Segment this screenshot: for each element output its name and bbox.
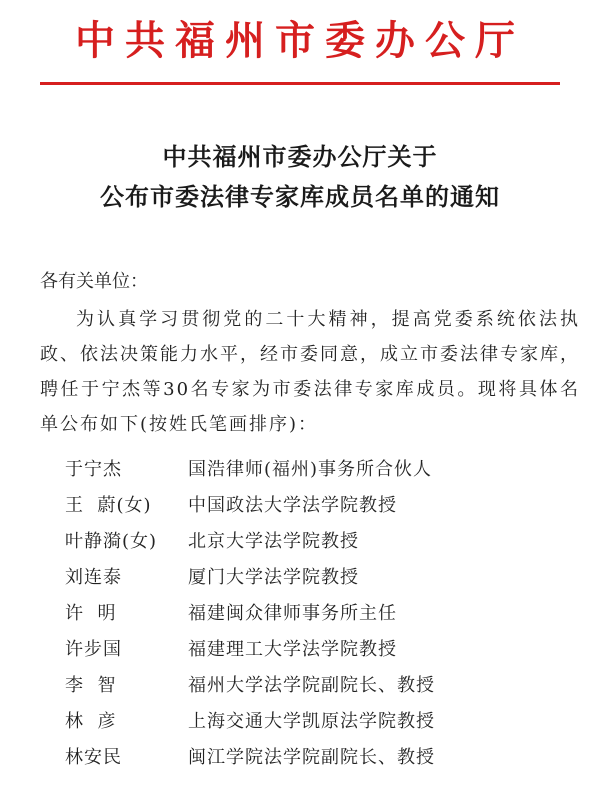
member-row <box>65 486 585 522</box>
member-title: 中国政法大学法学院教授 <box>188 495 397 516</box>
body-paragraph: 为认真学习贯彻党的二十大精神，提高党委系统依法执政、依法决策能力水平，经市委同意，成立市委法律专家库，聘任于宁杰等30名专家为市委法律专家库成员。现将具体名单公布如下(按姓氏笔画排序)： <box>40 309 580 435</box>
member-row <box>65 630 585 666</box>
title-line-2: 公布市委法律专家库成员名单的通知 <box>100 182 500 211</box>
member-title: 闽江学院法学院副院长、教授 <box>188 747 435 768</box>
masthead: 中共福州市委办公厅 <box>75 17 525 64</box>
member-name: 林 彦 <box>65 711 117 732</box>
member-name: 许 明 <box>65 603 117 624</box>
red-divider <box>40 82 560 85</box>
member-name: 叶静漪(女) <box>65 531 158 552</box>
member-row <box>65 594 585 630</box>
member-row <box>65 450 585 486</box>
member-row <box>65 558 585 594</box>
member-name: 许步国 <box>65 639 122 660</box>
member-row <box>65 666 585 702</box>
member-title: 北京大学法学院教授 <box>188 531 359 552</box>
member-title: 福建闽众律师事务所主任 <box>188 603 397 624</box>
member-roster <box>65 450 585 774</box>
member-title: 厦门大学法学院教授 <box>188 567 359 588</box>
member-title: 福建理工大学法学院教授 <box>188 639 397 660</box>
member-row <box>65 702 585 738</box>
member-name: 刘连泰 <box>65 567 122 588</box>
salutation: 各有关单位： <box>40 271 148 292</box>
member-row <box>65 738 585 774</box>
member-title: 国浩律师(福州)事务所合伙人 <box>188 459 433 480</box>
member-name: 于宁杰 <box>65 459 122 480</box>
title-line-1: 中共福州市委办公厅关于 <box>162 142 438 171</box>
member-name: 李 智 <box>65 675 117 696</box>
member-title: 福州大学法学院副院长、教授 <box>188 675 435 696</box>
member-name: 林安民 <box>65 747 122 768</box>
member-name: 王 蔚(女) <box>65 495 152 516</box>
member-title: 上海交通大学凯原法学院教授 <box>188 711 435 732</box>
member-row <box>65 522 585 558</box>
